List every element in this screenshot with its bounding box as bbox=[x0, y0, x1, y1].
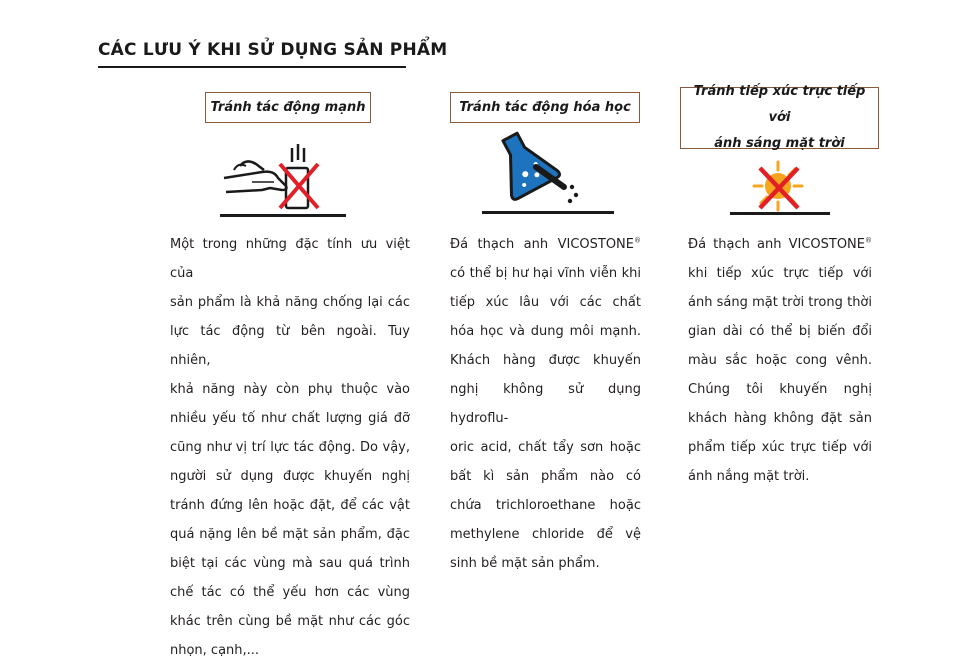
body-line: tránh đứng lên hoặc đặt, để các vật bbox=[170, 498, 410, 513]
icon-baseline-2 bbox=[482, 211, 614, 214]
sun-icon bbox=[748, 158, 808, 214]
body-line: chế tác có thể yếu hơn các vùng bbox=[170, 585, 410, 600]
body-line: nhọn, cạnh,... bbox=[170, 643, 260, 658]
body-line: tiếp xúc lâu với các chất bbox=[450, 295, 641, 310]
icon-baseline-3 bbox=[730, 212, 830, 215]
body-line: chứa trichloroethane hoặc bbox=[450, 498, 641, 513]
body-line: ánh nắng mặt trời. bbox=[688, 469, 810, 484]
title-underline bbox=[98, 66, 406, 68]
label-avoid-impact bbox=[205, 92, 371, 123]
body-line: khả năng này còn phụ thuộc vào bbox=[170, 382, 410, 397]
label-avoid-chemical-text: Tránh tác động hóa học bbox=[459, 99, 631, 115]
body-line-text: Đá thạch anh VICOSTONE® bbox=[450, 236, 641, 252]
icon-baseline-1 bbox=[220, 214, 346, 217]
body-line: khác trên cùng bề mặt như các góc bbox=[170, 614, 410, 629]
body-line: sản phẩm là khả năng chống lại các bbox=[170, 295, 410, 310]
label-avoid-impact-text: Tránh tác động mạnh bbox=[210, 99, 366, 115]
body-line: có thể bị hư hại vĩnh viễn khi bbox=[450, 266, 641, 281]
body-line: người sử dụng được khuyến nghị bbox=[170, 469, 410, 484]
body-line: quá nặng lên bề mặt sản phẩm, đặc bbox=[170, 527, 410, 542]
body-line: ánh sáng mặt trời trong thời bbox=[688, 295, 872, 310]
text-avoid-sunlight bbox=[688, 230, 872, 491]
body-line: khi tiếp xúc trực tiếp với bbox=[688, 266, 872, 281]
body-line: khách hàng không đặt sản bbox=[688, 411, 872, 426]
body-line: màu sắc hoặc cong vênh. bbox=[688, 353, 872, 368]
body-line: hóa học và dung môi mạnh. bbox=[450, 324, 641, 339]
body-line: Chúng tôi khuyến nghị bbox=[688, 382, 872, 397]
body-line: methylene chloride để vệ bbox=[450, 527, 641, 542]
label-avoid-sunlight-line1: Tránh tiếp xúc trực tiếp với bbox=[693, 84, 866, 125]
hand-impact-icon bbox=[222, 140, 322, 212]
body-line: gian dài có thể bị biến đổi bbox=[688, 324, 872, 339]
label-avoid-chemical bbox=[450, 92, 640, 123]
body-line: Khách hàng được khuyến bbox=[450, 353, 641, 368]
body-line: nhiều yếu tố như chất lượng giá đỡ bbox=[170, 411, 410, 426]
body-line: cũng như vị trí lực tác động. Do vậy, bbox=[170, 440, 410, 455]
label-avoid-sunlight bbox=[680, 84, 879, 151]
body-line bbox=[450, 230, 641, 259]
body-line: sinh bề mặt sản phẩm. bbox=[450, 556, 600, 571]
body-line: bất kì sản phẩm nào có bbox=[450, 469, 641, 484]
page-title: CÁC LƯU Ý KHI SỬ DỤNG SẢN PHẨM bbox=[98, 40, 448, 60]
body-line: biệt tại các vùng mà sau quá trình bbox=[170, 556, 410, 571]
body-line: nghị không sử dụng hydroflu- bbox=[450, 382, 641, 426]
body-line: lực tác động từ bên ngoài. Tuy nhiên, bbox=[170, 324, 410, 368]
text-avoid-impact bbox=[170, 230, 410, 665]
text-avoid-chemical bbox=[450, 230, 641, 578]
body-line: Một trong những đặc tính ưu việt của bbox=[170, 237, 410, 281]
body-line: Đá thạch anh VICOSTONE® bbox=[688, 236, 872, 252]
label-avoid-sunlight-line2: ánh sáng mặt trời bbox=[714, 136, 845, 151]
chemical-flask-icon bbox=[492, 127, 588, 207]
body-line: phẩm tiếp xúc trực tiếp với bbox=[688, 440, 872, 455]
body-line: oric acid, chất tẩy sơn hoặc bbox=[450, 440, 641, 455]
